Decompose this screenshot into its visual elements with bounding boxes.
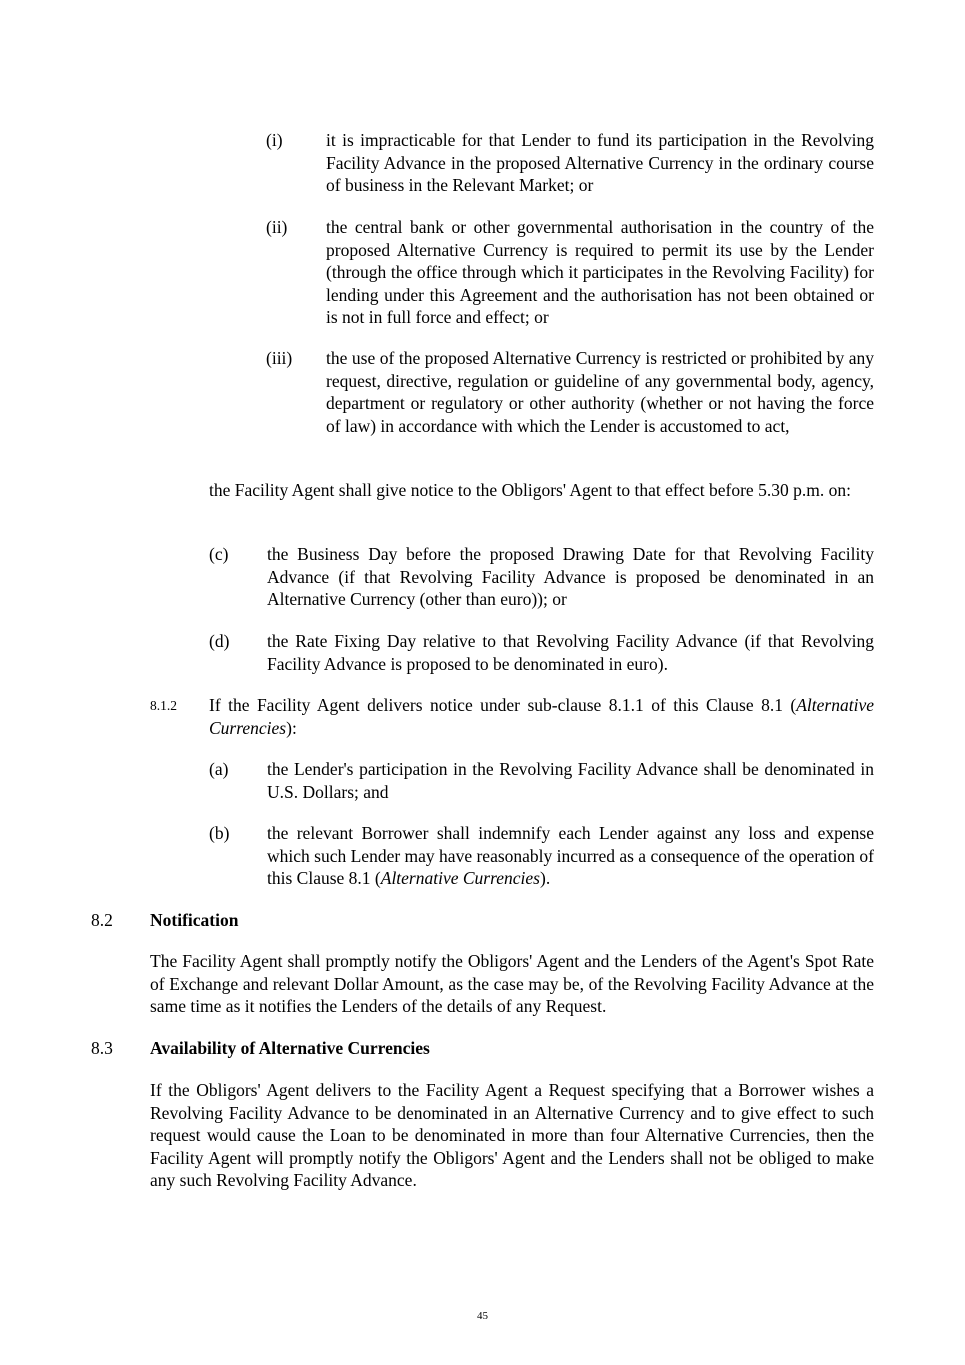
item-b-label: (b)	[209, 823, 230, 843]
item-a-label: (a)	[209, 759, 229, 779]
clause-8-1-2-text-after: ):	[286, 717, 297, 738]
clause-8-1-2-number: 8.1.2	[150, 698, 177, 713]
item-i-label: (i)	[266, 130, 283, 150]
section-8-3-number: 8.3	[91, 1038, 113, 1058]
item-ii-text: the central bank or other governmental authorisation in the country of the proposed Alternative Currency is required to permit its use by the Lender (through the office through which it participates in the Revolving Facility) for lending under this Agreement and the authorisation has not been obtained or is not in full force and effect; or	[326, 217, 874, 327]
item-iii-text: the use of the proposed Alternative Currency is restricted or prohibited by any request, directive, regulation or guideline of any governmental body, agency, department or regulatory or other authority (whether or not having the force of law) in accordance with which the Lender is accustomed to act,	[326, 348, 874, 436]
item-ii-label: (ii)	[266, 217, 288, 237]
item-b-text-italic: Alternative Currencies	[380, 868, 540, 888]
notice-paragraph: the Facility Agent shall give notice to the Obligors' Agent to that effect before 5.30 p.m. on:	[209, 480, 851, 500]
section-8-3-body: If the Obligors' Agent delivers to the Facility Agent a Request specifying that a Borrower wishes a Revolving Facility Advance to be denominated in an Alternative Currency and to give effect to such request would cause the Loan to be denominated in more than four Alternative Currencies, then the Facility Agent will promptly notify the Obligors' Agent and the Lenders shall not be obliged to make any such Revolving Facility Advance.	[150, 1080, 874, 1190]
clause-8-1-2-text-italic: Alternative Currencies	[209, 695, 874, 738]
item-a-text: the Lender's participation in the Revolving Facility Advance shall be denominated in U.S. Dollars; and	[267, 759, 874, 802]
item-i-text: it is impracticable for that Lender to fund its participation in the Revolving Facility Advance in the proposed Alternative Currency in the ordinary course of business in the Relevant Market; or	[326, 130, 874, 195]
item-b-text	[267, 822, 874, 890]
item-d-text: the Rate Fixing Day relative to that Revolving Facility Advance (if that Revolving Facility Advance is proposed to be denominated in euro).	[267, 631, 874, 674]
section-8-3-heading: Availability of Alternative Currencies	[150, 1038, 430, 1058]
item-d-label: (d)	[209, 631, 230, 651]
clause-8-1-2-text-before: If the Facility Agent delivers notice under sub-clause 8.1.1 of this Clause 8.1 (	[209, 695, 797, 715]
clause-8-1-2-text	[209, 694, 874, 739]
page-number: 45	[477, 1310, 488, 1322]
item-c-label: (c)	[209, 544, 229, 564]
item-b-text-before: the relevant Borrower shall indemnify each Lender against any loss and expense which such Lender may have reasonably incurred as a consequence of the operation of this Clause 8.1 (	[267, 823, 874, 888]
section-8-2-heading: Notification	[150, 910, 239, 930]
item-iii-label: (iii)	[266, 348, 293, 368]
section-8-2-body: The Facility Agent shall promptly notify the Obligors' Agent and the Lenders of the Agent's Spot Rate of Exchange and relevant Dollar Amount, as the case may be, of the Revolving Facility Advance at the same time as it notifies the Lenders of the details of any Request.	[150, 951, 874, 1016]
section-8-2-number: 8.2	[91, 910, 113, 930]
item-c-text: the Business Day before the proposed Drawing Date for that Revolving Facility Advance (if that Revolving Facility Advance is proposed be denominated in an Alternative Currency (other than euro)); or	[267, 544, 874, 609]
item-b-text-after: ).	[540, 868, 551, 888]
